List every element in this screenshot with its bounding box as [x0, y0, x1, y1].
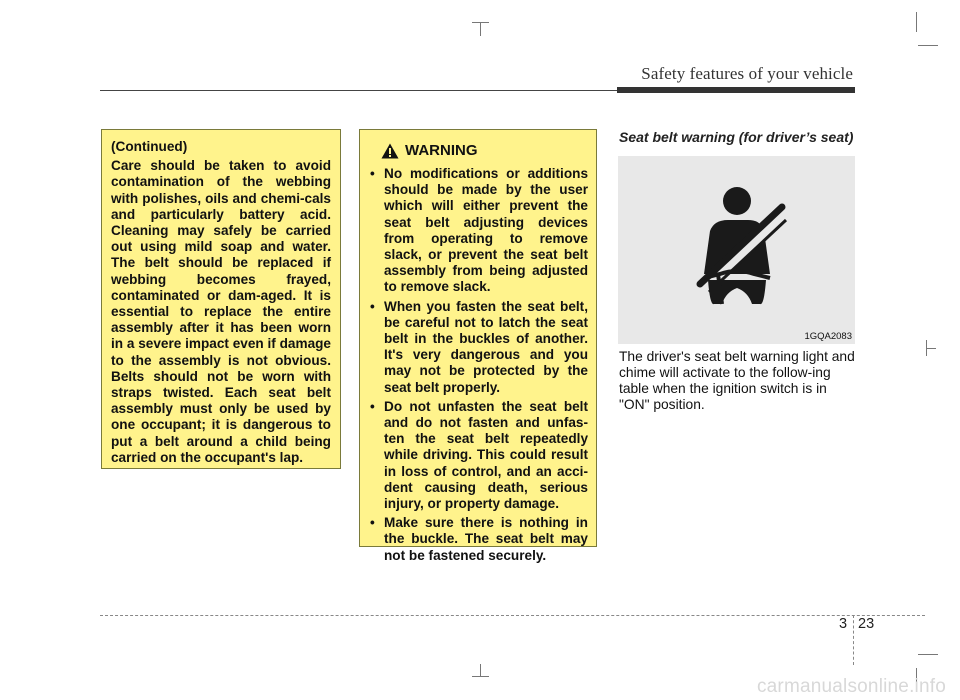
warning-item: • Make sure there is nothing in the buckle. The seat belt may not be fastened securely.: [370, 515, 588, 563]
warning-header: [381, 140, 588, 162]
seat-belt-warning-icon: [618, 156, 855, 344]
seat-belt-warning-title: Seat belt warning (for driver’s seat): [619, 129, 854, 145]
seat-belt-illustration: [618, 156, 855, 344]
footer-rule: [100, 615, 925, 616]
warning-item: • No modifications or additions should be made by the user which will either prevent the seat belt adjusting devices from operating to remove slack, or prevent the seat belt assembly from being adjusted to remove slack.: [370, 166, 588, 295]
image-code: 1GQA2083: [804, 331, 852, 342]
warning-item: • Do not unfasten the seat belt and do not fasten and unfas-ten the seat belt repeatedly while driving. This could result in loss of control, and an acci-dent causing death, serious injury, or property damage.: [370, 398, 588, 512]
chapter-number: 3: [839, 616, 848, 632]
header-rule-accent: [617, 87, 855, 93]
page-number-divider: [853, 615, 854, 665]
warning-triangle-icon: [381, 143, 399, 159]
warning-box: [359, 129, 597, 563]
warning-list: [369, 166, 588, 564]
seat-belt-body-text: The driver's seat belt warning light and chime will activate to the follow-ing table when the ignition switch is in "ON" position.: [619, 349, 855, 412]
warning-title: WARNING: [405, 141, 478, 159]
warning-item: • When you fasten the seat belt, be careful not to latch the seat belt in the buckles of another. It's very dangerous and you may not be protected by the seat belt properly.: [370, 298, 588, 395]
continued-notice-box: [101, 129, 341, 469]
continued-text: Care should be taken to avoid contamination of the webbing with polishes, oils and chemi-cals and particularly battery acid. Cleaning may safely be carried out using mild soap and water. The belt should be replaced if webbing becomes frayed, contaminated or dam-aged. It is essential to replace the entire assembly after it has been worn in a severe impact even if damage to the assembly is not obvious. Belts should not be worn with straps twisted. Each seat belt assembly must only be used by one occupant; it is dangerous to put a belt around a child being carried on the occupant's lap.: [111, 158, 331, 465]
page-number: 23: [858, 616, 875, 632]
watermark: carmanualsonline.info: [756, 676, 946, 697]
section-title: Safety features of your vehicle: [641, 64, 853, 83]
continued-heading: (Continued): [111, 139, 188, 154]
